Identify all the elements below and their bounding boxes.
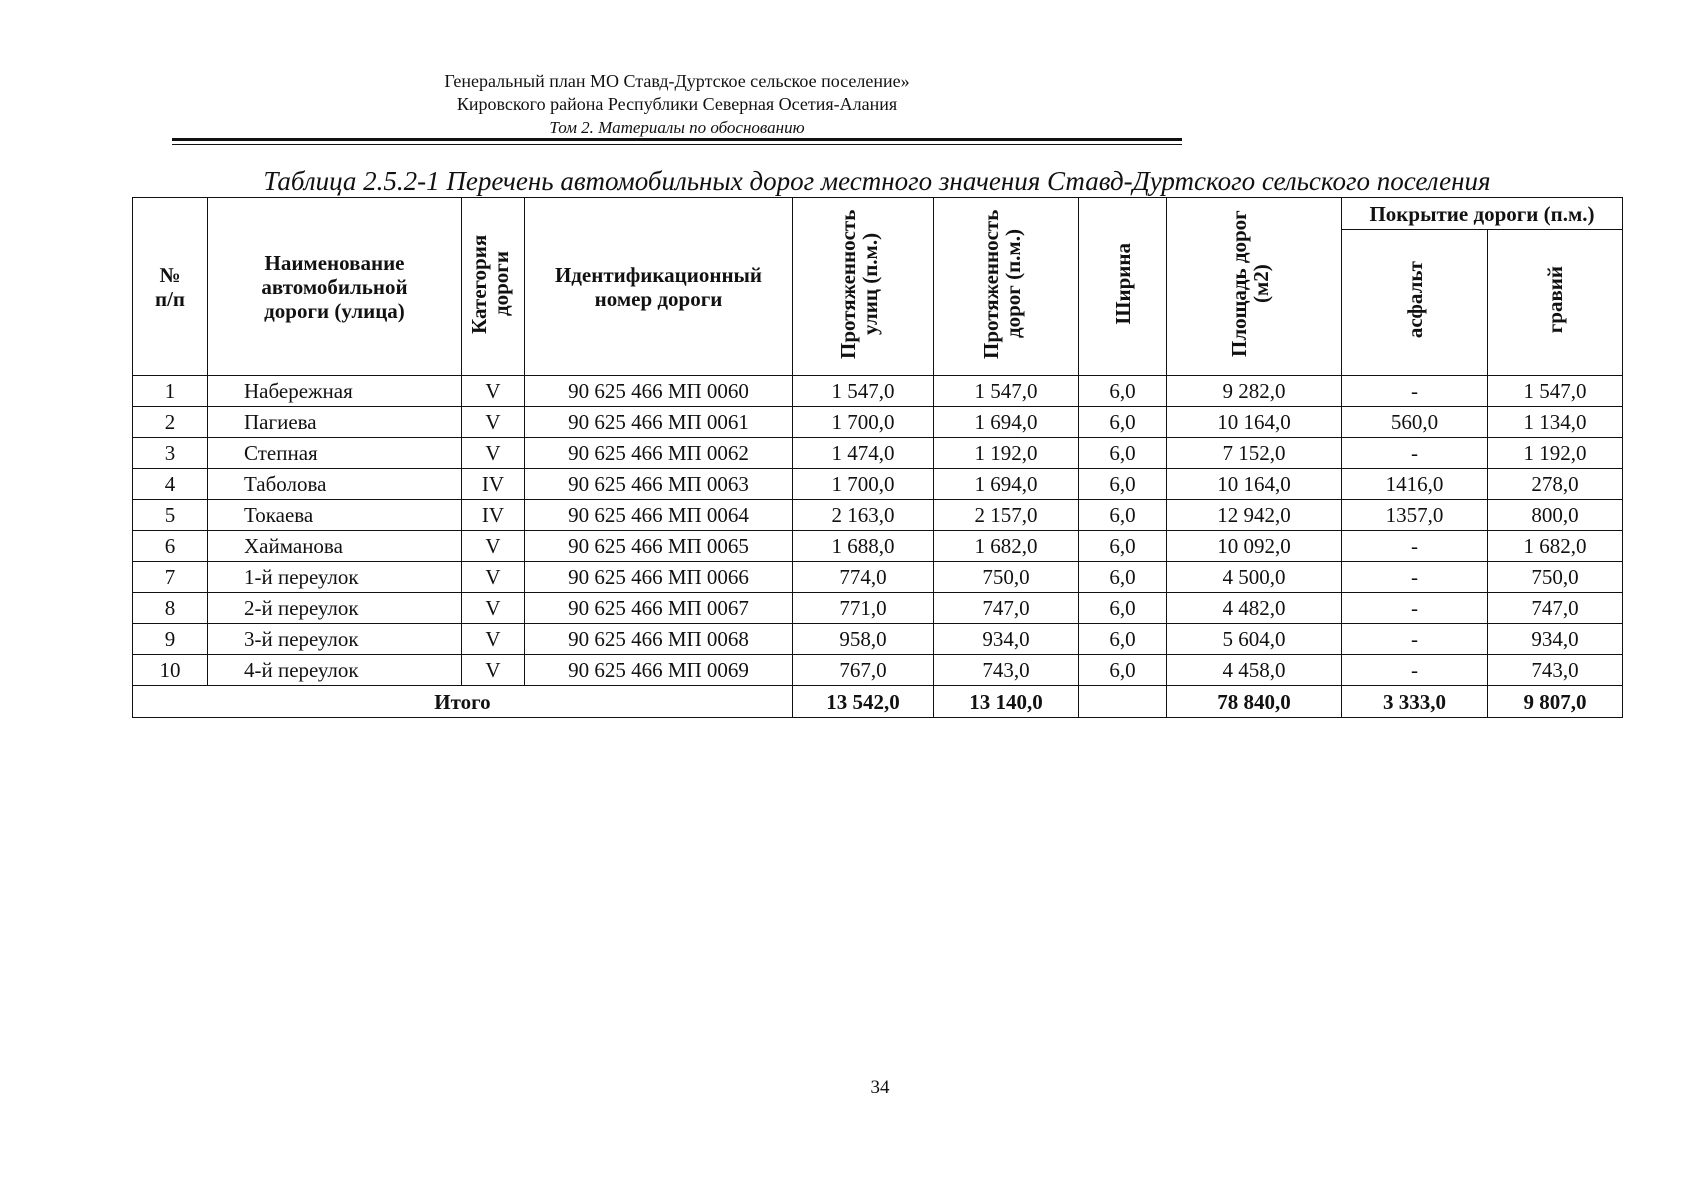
header-category: Категория дороги (462, 198, 525, 376)
cell-road-length: 750,0 (934, 562, 1079, 593)
cell-id: 90 625 466 МП 0060 (525, 376, 793, 407)
cell-area: 10 164,0 (1167, 407, 1342, 438)
cell-width: 6,0 (1079, 562, 1167, 593)
cell-id: 90 625 466 МП 0068 (525, 624, 793, 655)
cell-name: Таболова (208, 469, 462, 500)
cell-id: 90 625 466 МП 0065 (525, 531, 793, 562)
total-width (1079, 686, 1167, 718)
cell-category: V (462, 407, 525, 438)
cell-road-length: 1 192,0 (934, 438, 1079, 469)
cell-gravel: 1 682,0 (1488, 531, 1623, 562)
cell-road-length: 934,0 (934, 624, 1079, 655)
cell-street-length: 2 163,0 (793, 500, 934, 531)
cell-street-length: 958,0 (793, 624, 934, 655)
table-row (133, 562, 1623, 593)
total-street-length: 13 542,0 (793, 686, 934, 718)
cell-area: 10 092,0 (1167, 531, 1342, 562)
document-header (172, 70, 1182, 139)
header-id-number: Идентификационный номер дороги (525, 198, 793, 376)
cell-area: 10 164,0 (1167, 469, 1342, 500)
cell-asphalt: 1416,0 (1342, 469, 1488, 500)
page-number: 34 (870, 1077, 890, 1098)
cell-asphalt: - (1342, 562, 1488, 593)
cell-width: 6,0 (1079, 531, 1167, 562)
cell-road-length: 1 547,0 (934, 376, 1079, 407)
cell-area: 5 604,0 (1167, 624, 1342, 655)
header-name: Наименование автомобильной дороги (улица) (208, 198, 462, 376)
total-label: Итого (133, 686, 793, 718)
cell-gravel: 934,0 (1488, 624, 1623, 655)
cell-name: 2-й переулок (208, 593, 462, 624)
cell-width: 6,0 (1079, 407, 1167, 438)
cell-road-length: 2 157,0 (934, 500, 1079, 531)
cell-id: 90 625 466 МП 0063 (525, 469, 793, 500)
cell-asphalt: - (1342, 624, 1488, 655)
cell-width: 6,0 (1079, 593, 1167, 624)
header-volume-line: Том 2. Материалы по обоснованию (549, 118, 805, 137)
cell-road-length: 1 694,0 (934, 407, 1079, 438)
header-rule-thin (172, 144, 1182, 145)
header-asphalt: асфальт (1342, 230, 1488, 376)
total-gravel: 9 807,0 (1488, 686, 1623, 718)
cell-name: Хайманова (208, 531, 462, 562)
header-title-line: Генеральный план МО Ставд-Дуртское сельское поселение» (444, 71, 910, 91)
cell-asphalt: - (1342, 593, 1488, 624)
cell-num: 3 (133, 438, 208, 469)
cell-gravel: 743,0 (1488, 655, 1623, 686)
total-road-length: 13 140,0 (934, 686, 1079, 718)
cell-name: 3-й переулок (208, 624, 462, 655)
cell-category: IV (462, 500, 525, 531)
cell-num: 2 (133, 407, 208, 438)
cell-num: 6 (133, 531, 208, 562)
table-row (133, 500, 1623, 531)
cell-asphalt: 560,0 (1342, 407, 1488, 438)
cell-asphalt: - (1342, 376, 1488, 407)
cell-asphalt: - (1342, 438, 1488, 469)
cell-width: 6,0 (1079, 500, 1167, 531)
cell-gravel: 747,0 (1488, 593, 1623, 624)
cell-road-length: 743,0 (934, 655, 1079, 686)
header-num: № п/п (133, 198, 208, 376)
cell-num: 8 (133, 593, 208, 624)
cell-num: 1 (133, 376, 208, 407)
cell-category: V (462, 531, 525, 562)
cell-street-length: 1 700,0 (793, 407, 934, 438)
cell-street-length: 1 474,0 (793, 438, 934, 469)
cell-category: V (462, 624, 525, 655)
table-row (133, 531, 1623, 562)
cell-asphalt: - (1342, 531, 1488, 562)
cell-area: 4 482,0 (1167, 593, 1342, 624)
cell-street-length: 1 700,0 (793, 469, 934, 500)
cell-area: 7 152,0 (1167, 438, 1342, 469)
cell-num: 10 (133, 655, 208, 686)
cell-asphalt: - (1342, 655, 1488, 686)
cell-street-length: 1 688,0 (793, 531, 934, 562)
total-area: 78 840,0 (1167, 686, 1342, 718)
cell-gravel: 800,0 (1488, 500, 1623, 531)
cell-street-length: 774,0 (793, 562, 934, 593)
cell-category: V (462, 655, 525, 686)
total-row (133, 686, 1623, 718)
header-rule-thick (172, 138, 1182, 141)
cell-width: 6,0 (1079, 438, 1167, 469)
cell-street-length: 1 547,0 (793, 376, 934, 407)
table-row (133, 407, 1623, 438)
cell-area: 9 282,0 (1167, 376, 1342, 407)
cell-asphalt: 1357,0 (1342, 500, 1488, 531)
cell-name: Токаева (208, 500, 462, 531)
cell-id: 90 625 466 МП 0066 (525, 562, 793, 593)
cell-num: 9 (133, 624, 208, 655)
header-coverage: Покрытие дороги (п.м.) (1342, 198, 1623, 230)
cell-category: V (462, 562, 525, 593)
cell-area: 12 942,0 (1167, 500, 1342, 531)
header-street-length: Протяженность улиц (п.м.) (793, 198, 934, 376)
table-row (133, 376, 1623, 407)
cell-width: 6,0 (1079, 469, 1167, 500)
cell-name: 1-й переулок (208, 562, 462, 593)
cell-name: Набережная (208, 376, 462, 407)
cell-gravel: 1 134,0 (1488, 407, 1623, 438)
cell-name: Пагиева (208, 407, 462, 438)
cell-width: 6,0 (1079, 624, 1167, 655)
cell-id: 90 625 466 МП 0062 (525, 438, 793, 469)
cell-gravel: 278,0 (1488, 469, 1623, 500)
cell-gravel: 750,0 (1488, 562, 1623, 593)
header-gravel: гравий (1488, 230, 1623, 376)
cell-category: V (462, 593, 525, 624)
cell-num: 4 (133, 469, 208, 500)
table-caption: Таблица 2.5.2-1 Перечень автомобильных дорог местного значения Ставд-Дуртского сельского поселения (263, 166, 1491, 196)
cell-name: Степная (208, 438, 462, 469)
cell-name: 4-й переулок (208, 655, 462, 686)
cell-gravel: 1 192,0 (1488, 438, 1623, 469)
cell-category: V (462, 438, 525, 469)
cell-num: 7 (133, 562, 208, 593)
table-row (133, 624, 1623, 655)
cell-id: 90 625 466 МП 0069 (525, 655, 793, 686)
cell-category: V (462, 376, 525, 407)
cell-width: 6,0 (1079, 655, 1167, 686)
cell-road-length: 1 682,0 (934, 531, 1079, 562)
total-asphalt: 3 333,0 (1342, 686, 1488, 718)
cell-street-length: 767,0 (793, 655, 934, 686)
cell-road-length: 747,0 (934, 593, 1079, 624)
cell-street-length: 771,0 (793, 593, 934, 624)
cell-id: 90 625 466 МП 0061 (525, 407, 793, 438)
cell-category: IV (462, 469, 525, 500)
table-row (133, 593, 1623, 624)
header-area: Площадь дорог (м2) (1167, 198, 1342, 376)
cell-num: 5 (133, 500, 208, 531)
cell-area: 4 458,0 (1167, 655, 1342, 686)
header-road-length: Протяженность дорог (п.м.) (934, 198, 1079, 376)
cell-width: 6,0 (1079, 376, 1167, 407)
cell-gravel: 1 547,0 (1488, 376, 1623, 407)
table-row (133, 438, 1623, 469)
table-row (133, 469, 1623, 500)
header-width: Ширина (1079, 198, 1167, 376)
cell-id: 90 625 466 МП 0064 (525, 500, 793, 531)
cell-id: 90 625 466 МП 0067 (525, 593, 793, 624)
table-row (133, 655, 1623, 686)
cell-area: 4 500,0 (1167, 562, 1342, 593)
roads-table (132, 197, 1623, 718)
cell-road-length: 1 694,0 (934, 469, 1079, 500)
header-region-line: Кировского района Республики Северная Осетия-Алания (456, 94, 898, 114)
